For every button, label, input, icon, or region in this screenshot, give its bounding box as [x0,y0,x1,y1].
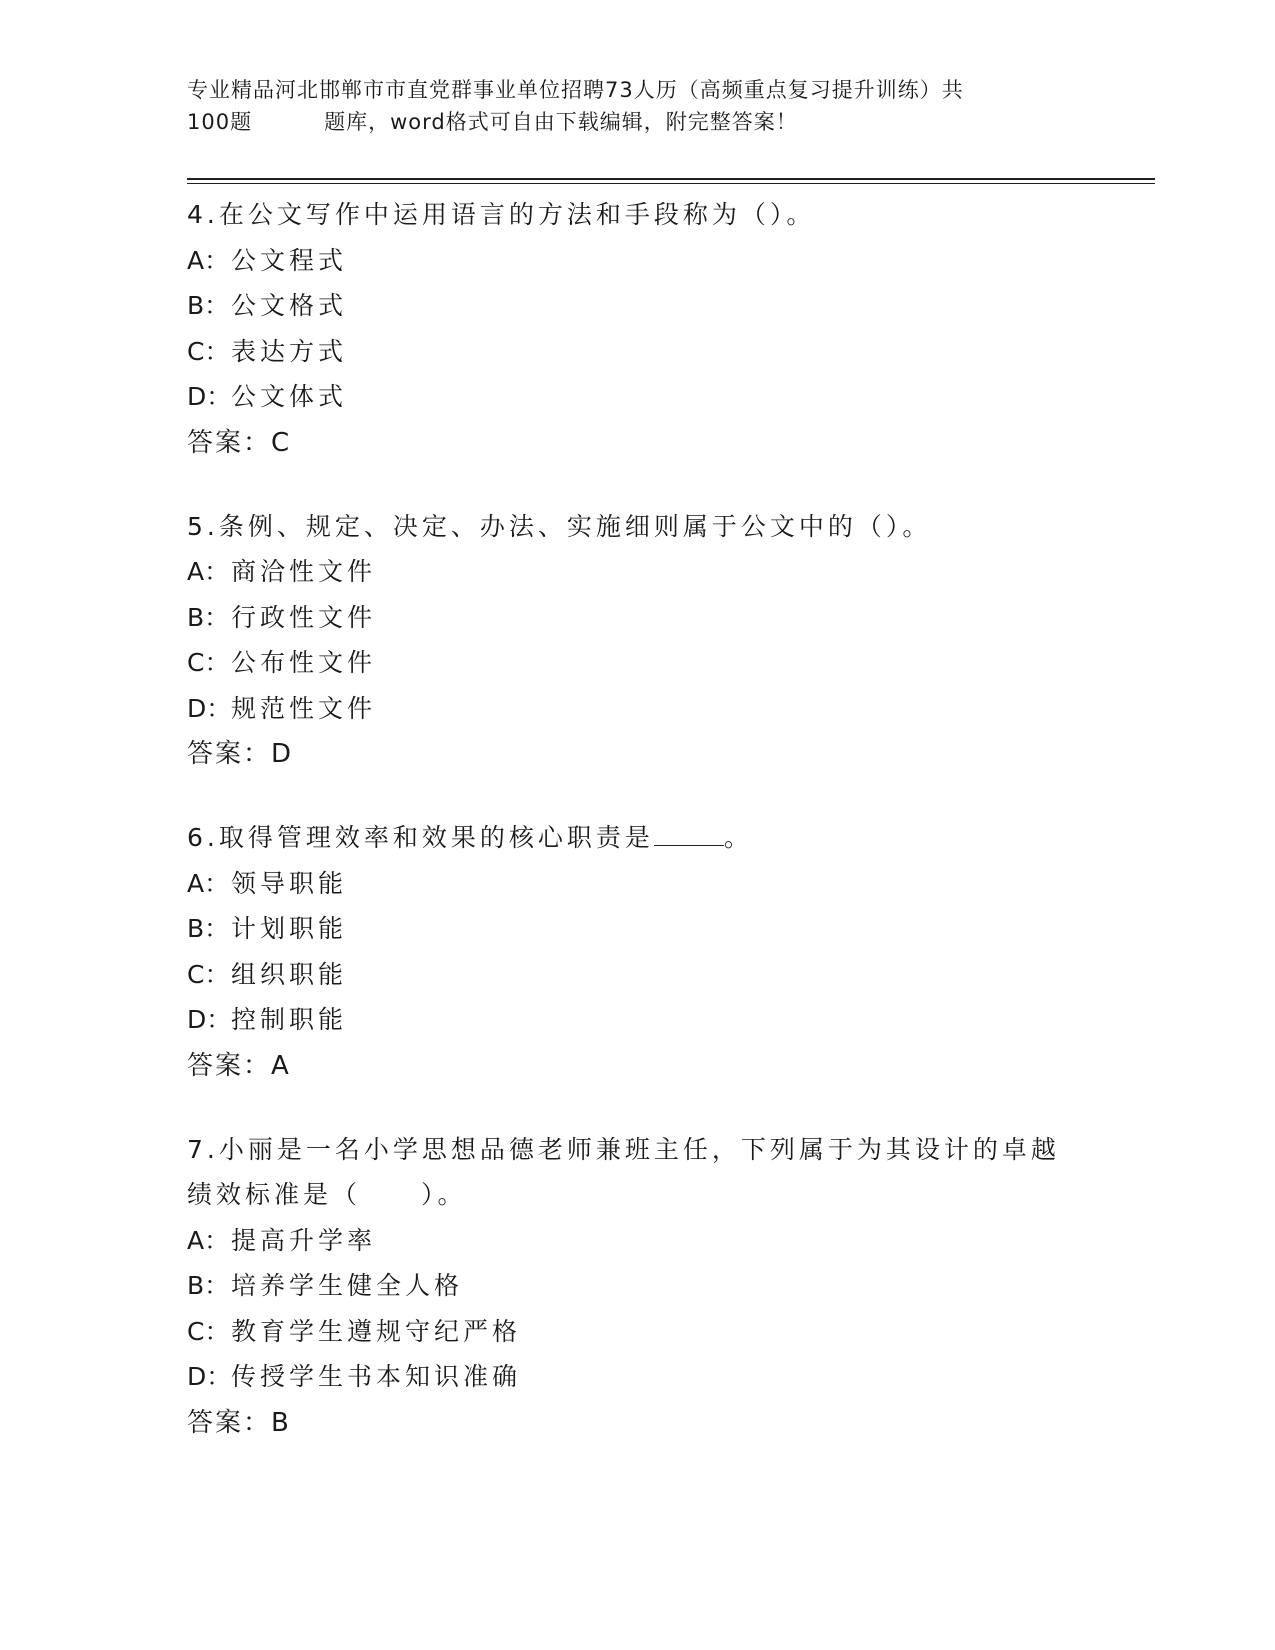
question-stem-end: ）。 [421,1180,467,1209]
answer-line [187,731,1087,777]
option-c [187,329,1087,375]
question-item [187,192,1087,466]
answer-value: C [271,427,292,458]
question-stem: 5.条例、规定、决定、办法、实施细则属于公文中的（）。 [187,511,932,541]
option-c [187,640,1087,686]
question-item [187,815,1087,1089]
question-stem-line-1: 7.小丽是一名小学思想品德老师兼班主任，下列属于为其设计的卓越 [187,1134,1060,1164]
question-item [187,1127,1087,1446]
question-list [187,192,1087,1484]
question-stem-line-2 [187,1172,1087,1218]
option-b [187,1263,1087,1309]
option-text: 传授学生书本知识准确 [231,1362,522,1391]
fill-blank [654,823,724,846]
option-text: 公文程式 [231,245,348,275]
option-d [187,374,1087,420]
option-d [187,686,1087,732]
option-key: A： [187,557,230,586]
answer-label: 答案： [187,1407,272,1438]
option-text: 领导职能 [231,868,348,898]
option-c [187,952,1087,998]
option-a [187,549,1087,595]
option-key: D： [187,382,232,411]
answer-label: 答案： [187,427,272,458]
option-key: C： [187,336,230,366]
option-d [187,997,1087,1043]
question-stem-text: 6.取得管理效率和效果的核心职责是 [187,823,654,852]
option-b [187,283,1087,329]
header-divider-thin [187,183,1155,184]
option-key: D： [187,693,232,723]
option-key: B： [187,291,230,320]
option-a [187,1218,1087,1264]
option-text: 教育学生遵规守纪严格 [231,1316,522,1346]
header-count: 100题 [187,110,253,134]
answer-line [187,420,1087,466]
option-c [187,1309,1087,1355]
option-key: D： [187,1005,232,1034]
option-key: B： [187,1271,230,1300]
option-text: 组织职能 [231,959,348,989]
answer-value: A [271,1050,291,1081]
option-text: 规范性文件 [231,693,377,723]
document-header [187,74,1087,138]
question-stem-text: 绩效标准是（ [187,1180,362,1209]
option-text: 行政性文件 [231,602,377,632]
header-description: 题库，word格式可自由下载编辑，附完整答案！ [324,110,798,134]
answer-line [187,1400,1087,1446]
answer-label: 答案： [187,739,272,769]
answer-value: B [271,1407,291,1438]
option-text: 计划职能 [231,914,348,943]
option-d [187,1354,1087,1400]
question-stem: 4.在公文写作中运用语言的方法和手段称为（）。 [187,200,816,229]
header-title-line-1: 专业精品河北邯郸市市直党群事业单位招聘73人历（高频重点复习提升训练）共 [187,78,964,102]
option-text: 表达方式 [231,336,348,366]
option-key: C： [187,1316,230,1346]
option-b [187,595,1087,641]
option-key: B： [187,914,230,943]
option-key: A： [187,868,230,898]
option-text: 公布性文件 [231,648,377,677]
option-key: D： [187,1362,232,1391]
option-b [187,906,1087,952]
option-text: 公文体式 [231,382,348,411]
option-text: 培养学生健全人格 [231,1271,464,1300]
option-text: 提高升学率 [231,1225,377,1255]
question-stem-end: 。 [723,823,753,852]
option-text: 公文格式 [231,291,348,320]
answer-line [187,1043,1087,1089]
option-key: C： [187,959,230,989]
question-stem [187,815,1087,861]
option-key: C： [187,648,230,677]
option-text: 控制职能 [231,1005,348,1034]
header-divider-thick [187,178,1155,180]
option-a [187,861,1087,907]
header-title-line-2 [187,106,1087,138]
option-key: A： [187,245,230,275]
option-a [187,238,1087,284]
question-item [187,504,1087,778]
option-text: 商洽性文件 [231,557,377,586]
option-key: B： [187,602,230,632]
answer-label: 答案： [187,1050,272,1081]
answer-value: D [271,739,294,769]
option-key: A： [187,1225,230,1255]
